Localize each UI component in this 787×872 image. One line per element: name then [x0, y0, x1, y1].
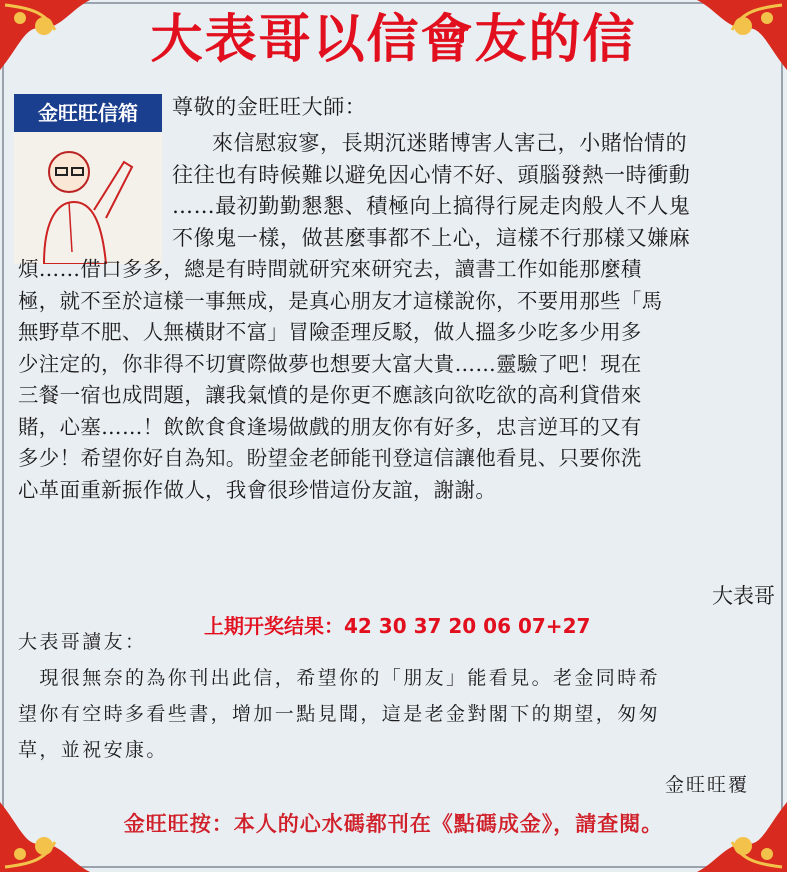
letter-line: 賭，心塞……！飲飲食食逢場做戲的朋友你有好多，忠言逆耳的又有: [18, 414, 642, 439]
column-logo: [14, 94, 162, 262]
reply-line: 望你有空時多看些書，增加一點見聞，這是老金對閣下的期望，匆匆: [18, 703, 661, 725]
letter-line: 心革面重新振作做人，我會很珍惜這份友誼，謝謝。: [18, 477, 497, 502]
letter-body-intro: [212, 128, 687, 160]
letter-line: 少注定的，你非得不切實際做夢也想要大富大貴……靈驗了吧！現在: [18, 351, 642, 376]
letter-salutation-text: 尊敬的金旺旺大師：: [172, 95, 367, 119]
letter-body: [18, 254, 663, 506]
letter-line: 三餐一宿也成問題，讓我氣憤的是你更不應該向欲吃欲的高利貸借來: [18, 383, 642, 407]
reply-line: 現很無奈的為你刊出此信，希望你的「朋友」能看見。老金同時希: [18, 667, 661, 689]
letter-line: 往往也有時候難以避免因心情不好、頭腦發熱一時衝動: [172, 162, 691, 187]
letter-signature: 大表哥: [712, 584, 775, 608]
lottery-result: 上期开奖结果：42 30 37 20 06 07+27: [204, 614, 591, 638]
reply-salutation: 大表哥讀友：: [18, 631, 147, 653]
reply-block: [18, 624, 660, 768]
page-title: 大表哥以信會友的信: [150, 10, 637, 70]
footer-note: 金旺旺按：本人的心水碼都刊在《點碼成金》，請查閱。: [123, 811, 664, 836]
cartoon-man-icon: [14, 132, 162, 264]
letter-body-wrap: [172, 160, 690, 255]
letter-line: 多少！希望你好自為知。盼望金老師能刊登這信讓他看見、只要你洗: [18, 446, 642, 470]
letter-line: 無野草不肥、人無橫財不富」冒險歪理反駁，做人搵多少吃多少用多: [18, 320, 642, 344]
reply-line: 草，並祝安康。: [18, 739, 168, 761]
letter-line: 極，就不至於這樣一事無成，是真心朋友才這樣說你，不要用那些「馬: [18, 288, 663, 313]
letter-line: 煩……借口多多，總是有時間就研究來研究去，讀書工作如能那麼積: [18, 257, 642, 281]
letter-line: 不像鬼一樣，做甚麼事都不上心，這樣不行那樣又嫌麻: [172, 225, 691, 250]
letter-line: ……最初勤勤懇懇、積極向上搞得行屍走肉般人不人鬼: [172, 194, 691, 218]
letter-line: 來信慰寂寥，長期沉迷賭博害人害己，小賭怡情的: [212, 131, 688, 155]
letter-salutation: [172, 92, 366, 124]
column-logo-label: 金旺旺信箱: [14, 94, 162, 132]
reply-signature: 金旺旺覆: [664, 774, 749, 796]
